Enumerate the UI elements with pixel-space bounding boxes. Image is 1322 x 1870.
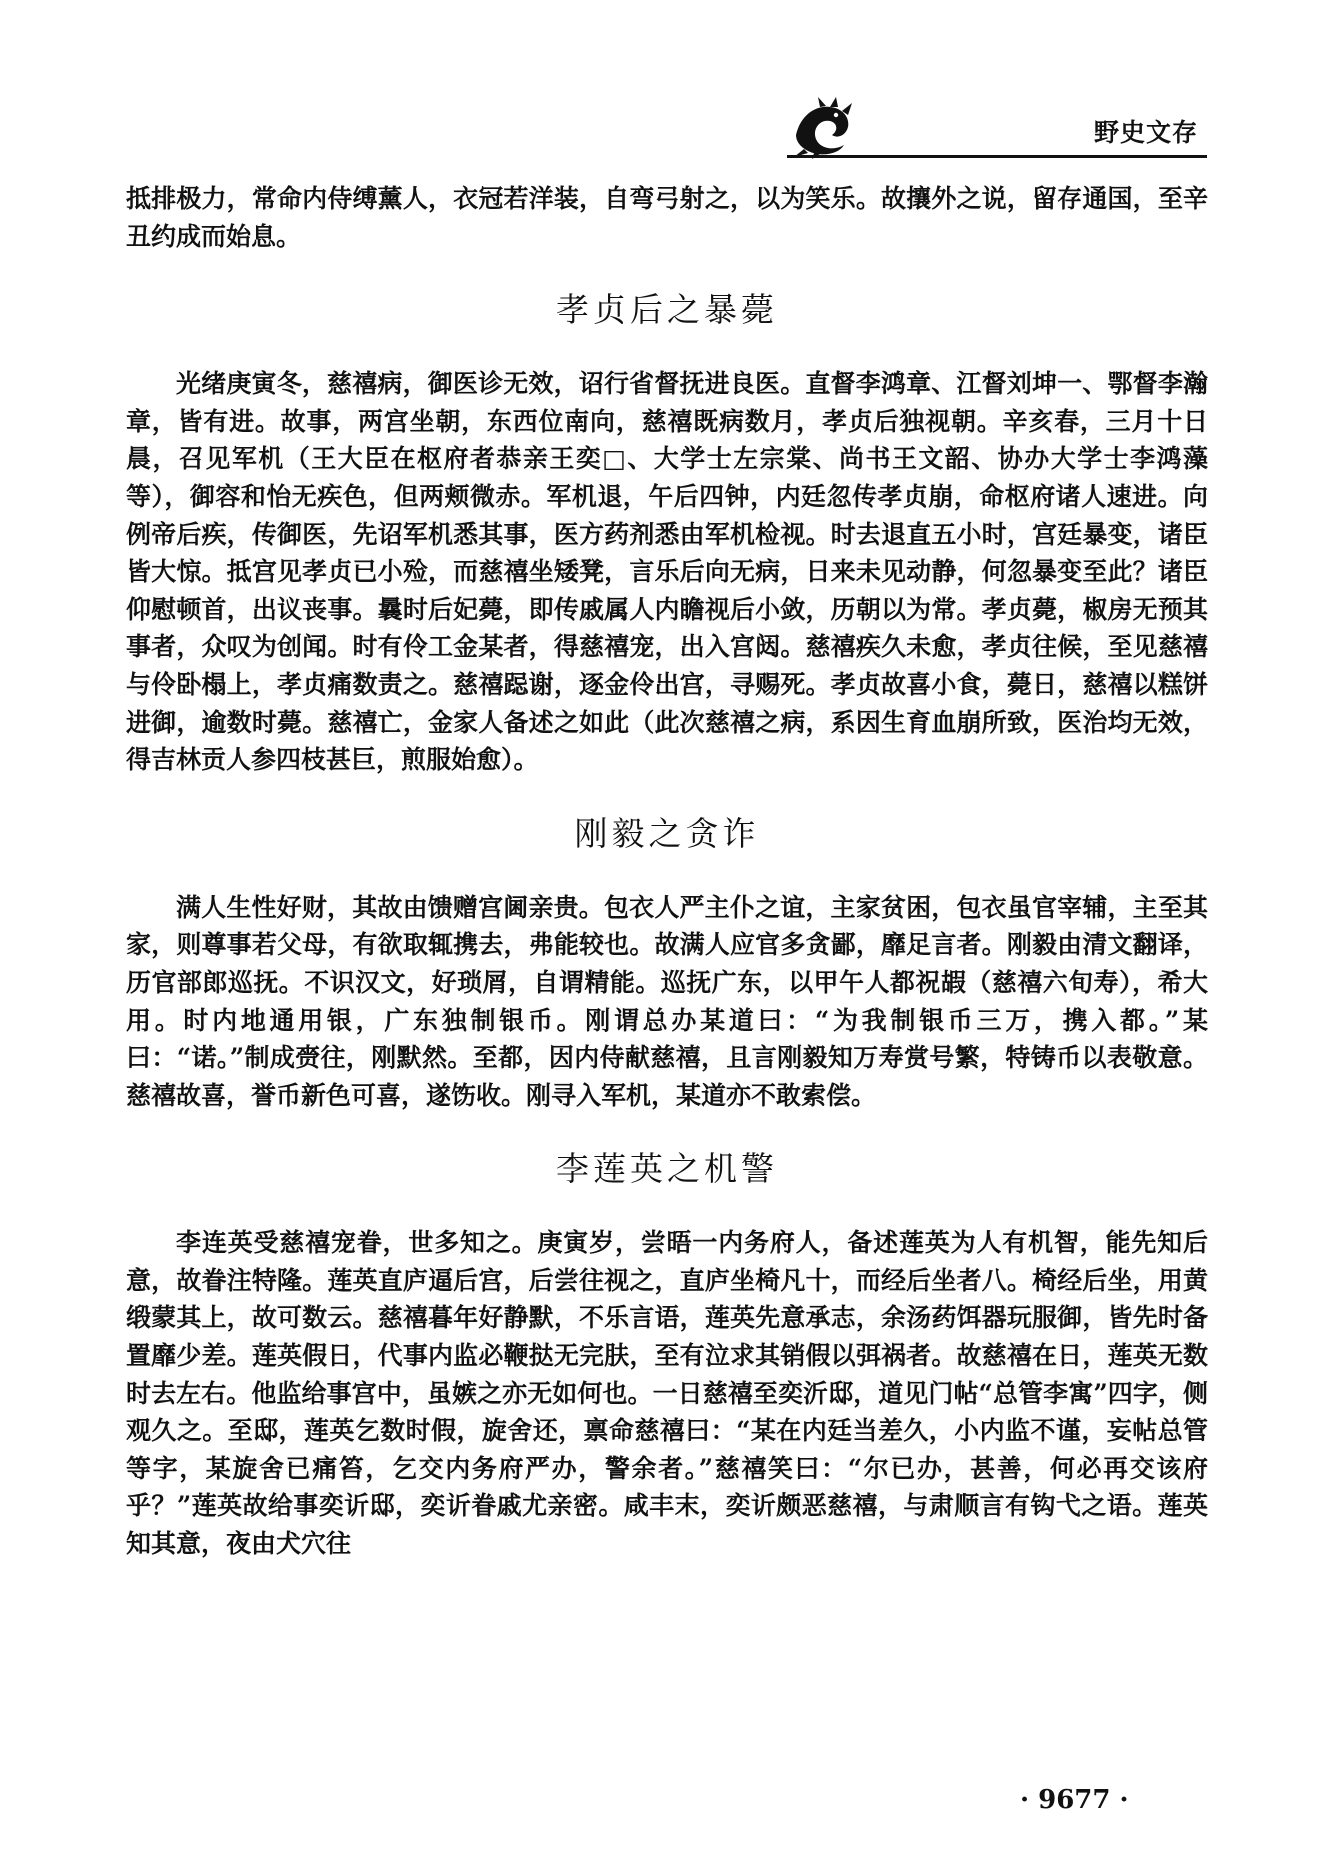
section-title-lilianying: 李莲英之机警 [556, 1149, 778, 1189]
section-title-gangyi: 刚毅之贪诈 [574, 813, 760, 853]
dragon-icon [790, 95, 858, 159]
header-divider [787, 155, 1207, 158]
section-text-xiaozhen: 光绪庚寅冬，慈禧病，御医诊无效，诏行省督抚进良医。直督李鸿章、江督刘坤一、鄂督李瀚章，皆有进。故事，两宫坐朝，东西位南向，慈禧既病数月，孝贞后独视朝。辛亥春，三月十日晨，召见军机（王大臣在枢府者恭亲王奕□、大学士左宗棠、尚书王文韶、协办大学士李鸿藻等），御容和怡无疾色，但两颊微赤。军机退，午后四钟，内廷忽传孝贞崩，命枢府诸人速进。向例帝后疾，传御医，先诏军机悉其事，医方药剂悉由军机检视。时去退直五小时，宫廷暴变，诸臣皆大惊。抵宫见孝贞已小殓，而慈禧坐矮凳，言乐后向无病，日来未见动静，何忽暴变至此？诸臣仰慰顿首，出议丧事。曩时后妃薨，即传戚属人内瞻视后小敛，历朝以为常。孝贞薨，椒房无预其事者，众叹为创闻。时有伶工金某者，得慈禧宠，出入宫闼。慈禧疾久未愈，孝贞往候，至见慈禧与伶卧榻上，孝贞痛数责之。慈禧跽谢，逐金伶出宫，寻赐死。孝贞故喜小食，薨日，慈禧以糕饼进御，逾数时薨。慈禧亡，金家人备述之如此（此次慈禧之病，系因生育血崩所致，医治均无效，得吉林贡人参四枝甚巨，煎服始愈）。 [126, 369, 1208, 775]
intro-paragraph: 抵排极力，常命内侍缚薰人，衣冠若洋装，自弯弓射之，以为笑乐。故攘外之说，留存通国，至辛丑约成而始息。 [126, 184, 1208, 251]
series-title: 野史文存 [1094, 118, 1199, 147]
section-text-gangyi: 满人生性好财，其故由馈赠宫阃亲贵。包衣人严主仆之谊，主家贫困，包衣虽官宰辅，主至其家，则尊事若父母，有欲取辄携去，弗能较也。故满人应官多贪鄙，靡足言者。刚毅由清文翻译，历官部郎巡抚。不识汉文，好琐屑，自谓精能。巡抚广东，以甲午人都祝嘏（慈禧六旬寿），希大用。时内地通用银，广东独制银币。刚谓总办某道曰：“为我制银币三万，携入都。”某曰：“诺。”制成赍往，刚默然。至都，因内侍献慈禧，且言刚毅知万寿赏号繁，特铸币以表敬意。慈禧故喜，誉币新色可喜，遂饬收。刚寻入军机，某道亦不敢索偿。 [126, 892, 1208, 1110]
section-title-xiaozhen: 孝贞后之暴薨 [556, 290, 778, 330]
page-number: · 9677 · [1020, 1785, 1129, 1815]
section-text-lilianying: 李连英受慈禧宠眷，世多知之。庚寅岁，尝晤一内务府人，备述莲英为人有机智，能先知后意，故眷注特隆。莲英直庐逼后宫，后尝往视之，直庐坐椅凡十，而经后坐者八。椅经后坐，用黄缎蒙其上，故可数云。慈禧暮年好静默，不乐言语，莲英先意承志，余汤药饵器玩服御，皆先时备置靡少差。莲英假日，代事内监必鞭挞无完肤，至有泣求其销假以弭祸者。故慈禧在日，莲英无数时去左右。他监给事宫中，虽嫉之亦无如何也。一日慈禧至奕沂邸，道见门帖“总管李寓”四字，侧观久之。至邸，莲英乞数时假，旋舍还，禀命慈禧曰：“某在内廷当差久，小内监不谨，妄帖总管等字，某旋舍已痛笞，乞交内务府严办，警余者。”慈禧笑曰：“尔已办，甚善，何必再交该府乎？”莲英故给事奕䜣邸，奕䜣眷戚尤亲密。咸丰末，奕䜣颇恶慈禧，与肃顺言有钩弋之语。莲英知其意，夜由犬穴往 [126, 1228, 1208, 1559]
article-body [126, 180, 1208, 1563]
page-header [0, 95, 1322, 165]
